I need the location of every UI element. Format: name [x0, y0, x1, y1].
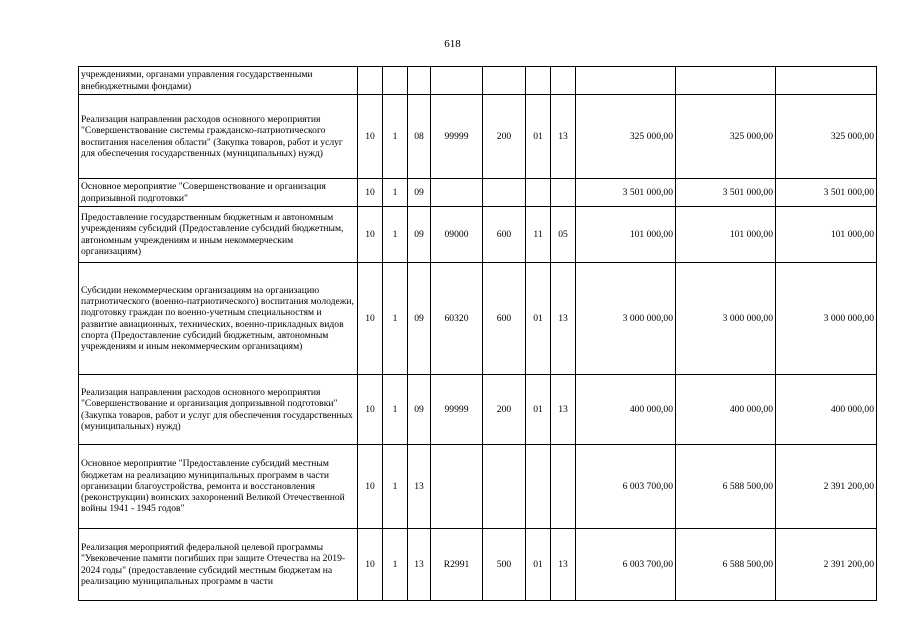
subsection-code: 13 [551, 95, 576, 179]
event-code: 09 [408, 263, 431, 375]
expense-type-code: 200 [483, 95, 526, 179]
section-code: 01 [526, 263, 551, 375]
table-row [79, 529, 877, 601]
expense-type-code [483, 445, 526, 529]
event-code: 13 [408, 445, 431, 529]
event-code [408, 67, 431, 95]
subsection-code [551, 67, 576, 95]
direction-code [431, 67, 483, 95]
section-code [526, 445, 551, 529]
table-row [79, 445, 877, 529]
subprogram-code [383, 67, 408, 95]
event-code: 09 [408, 207, 431, 263]
amount-year-3: 400 000,00 [776, 375, 877, 445]
event-code: 09 [408, 179, 431, 207]
amount-year-2: 101 000,00 [676, 207, 776, 263]
row-name: учреждениями, органами управления государственными внебюджетными фондами) [79, 67, 358, 95]
program-code [358, 67, 383, 95]
expense-type-code: 200 [483, 375, 526, 445]
section-code: 01 [526, 375, 551, 445]
subprogram-code: 1 [383, 179, 408, 207]
expense-type-code [483, 67, 526, 95]
direction-code [431, 179, 483, 207]
subprogram-code: 1 [383, 529, 408, 601]
program-code: 10 [358, 375, 383, 445]
page-number: 618 [444, 38, 461, 50]
subsection-code: 13 [551, 529, 576, 601]
amount-year-1: 3 501 000,00 [576, 179, 676, 207]
program-code: 10 [358, 95, 383, 179]
direction-code: 99999 [431, 375, 483, 445]
program-code: 10 [358, 207, 383, 263]
amount-year-2: 6 588 500,00 [676, 445, 776, 529]
amount-year-3: 3 501 000,00 [776, 179, 877, 207]
amount-year-2 [676, 67, 776, 95]
subprogram-code: 1 [383, 95, 408, 179]
event-code: 09 [408, 375, 431, 445]
amount-year-1: 325 000,00 [576, 95, 676, 179]
table-row [79, 263, 877, 375]
subsection-code: 13 [551, 375, 576, 445]
subprogram-code: 1 [383, 375, 408, 445]
amount-year-2: 3 501 000,00 [676, 179, 776, 207]
amount-year-3: 2 391 200,00 [776, 445, 877, 529]
table-row [79, 95, 877, 179]
subsection-code [551, 179, 576, 207]
amount-year-3: 2 391 200,00 [776, 529, 877, 601]
section-code: 01 [526, 529, 551, 601]
program-code: 10 [358, 179, 383, 207]
direction-code: 99999 [431, 95, 483, 179]
amount-year-1: 6 003 700,00 [576, 529, 676, 601]
amount-year-3: 101 000,00 [776, 207, 877, 263]
amount-year-3: 3 000 000,00 [776, 263, 877, 375]
subprogram-code: 1 [383, 207, 408, 263]
table-row [79, 375, 877, 445]
expense-type-code: 500 [483, 529, 526, 601]
event-code: 13 [408, 529, 431, 601]
expense-type-code: 600 [483, 263, 526, 375]
subsection-code: 13 [551, 263, 576, 375]
table-row [79, 67, 877, 95]
amount-year-3: 325 000,00 [776, 95, 877, 179]
program-code: 10 [358, 263, 383, 375]
section-code [526, 179, 551, 207]
direction-code: 09000 [431, 207, 483, 263]
row-name: Реализация мероприятий федеральной целевой программы "Увековечение памяти погибших при защите Отечества на 2019-2024 годы" (предоставление субсидий местным бюджетам на реализацию муниципальных программ в части [79, 529, 358, 601]
row-name: Основное мероприятие "Предоставление субсидий местным бюджетам на реализацию муниципальных программ в части организации благоустройства, ремонта и восстановления (реконструкции) воинских захоронений Великой Отечественной войны 1941 - 1945 годов" [79, 445, 358, 529]
amount-year-1 [576, 67, 676, 95]
amount-year-1: 101 000,00 [576, 207, 676, 263]
row-name: Основное мероприятие "Совершенствование и организация допризывной подготовки" [79, 179, 358, 207]
row-name: Предоставление государственным бюджетным и автономным учреждениям субсидий (Предоставление субсидий бюджетным, автономным учреждениям и иным некоммерческим организациям) [79, 207, 358, 263]
program-code: 10 [358, 529, 383, 601]
section-code: 01 [526, 95, 551, 179]
amount-year-2: 400 000,00 [676, 375, 776, 445]
amount-year-1: 6 003 700,00 [576, 445, 676, 529]
subsection-code: 05 [551, 207, 576, 263]
amount-year-1: 3 000 000,00 [576, 263, 676, 375]
event-code: 08 [408, 95, 431, 179]
expense-type-code: 600 [483, 207, 526, 263]
subprogram-code: 1 [383, 445, 408, 529]
subprogram-code: 1 [383, 263, 408, 375]
section-code: 11 [526, 207, 551, 263]
direction-code: 60320 [431, 263, 483, 375]
row-name: Реализация направления расходов основного мероприятия "Совершенствование системы гражданско-патриотического воспитания населения области" (Закупка товаров, работ и услуг для обеспечения государственных (муниципальных) нужд) [79, 95, 358, 179]
table-row [79, 207, 877, 263]
amount-year-2: 3 000 000,00 [676, 263, 776, 375]
amount-year-2: 325 000,00 [676, 95, 776, 179]
row-name: Реализация направления расходов основного мероприятия "Совершенствование и организация допризывной подготовки" (Закупка товаров, работ и услуг для обеспечения государственных (муниципальных) нужд) [79, 375, 358, 445]
amount-year-3 [776, 67, 877, 95]
section-code [526, 67, 551, 95]
direction-code [431, 445, 483, 529]
table-row [79, 179, 877, 207]
row-name: Субсидии некоммерческим организациям на организацию патриотического (военно-патриотического) воспитания молодежи, подготовку граждан по военно-учетным специальностям и развитие авиационных, технических, военно-прикладных видов спорта (Предоставление субсидий бюджетным, автономным учреждениям и иным некоммерческим организациям) [79, 263, 358, 375]
expense-type-code [483, 179, 526, 207]
amount-year-1: 400 000,00 [576, 375, 676, 445]
direction-code: R2991 [431, 529, 483, 601]
program-code: 10 [358, 445, 383, 529]
subsection-code [551, 445, 576, 529]
budget-table [78, 66, 877, 601]
amount-year-2: 6 588 500,00 [676, 529, 776, 601]
